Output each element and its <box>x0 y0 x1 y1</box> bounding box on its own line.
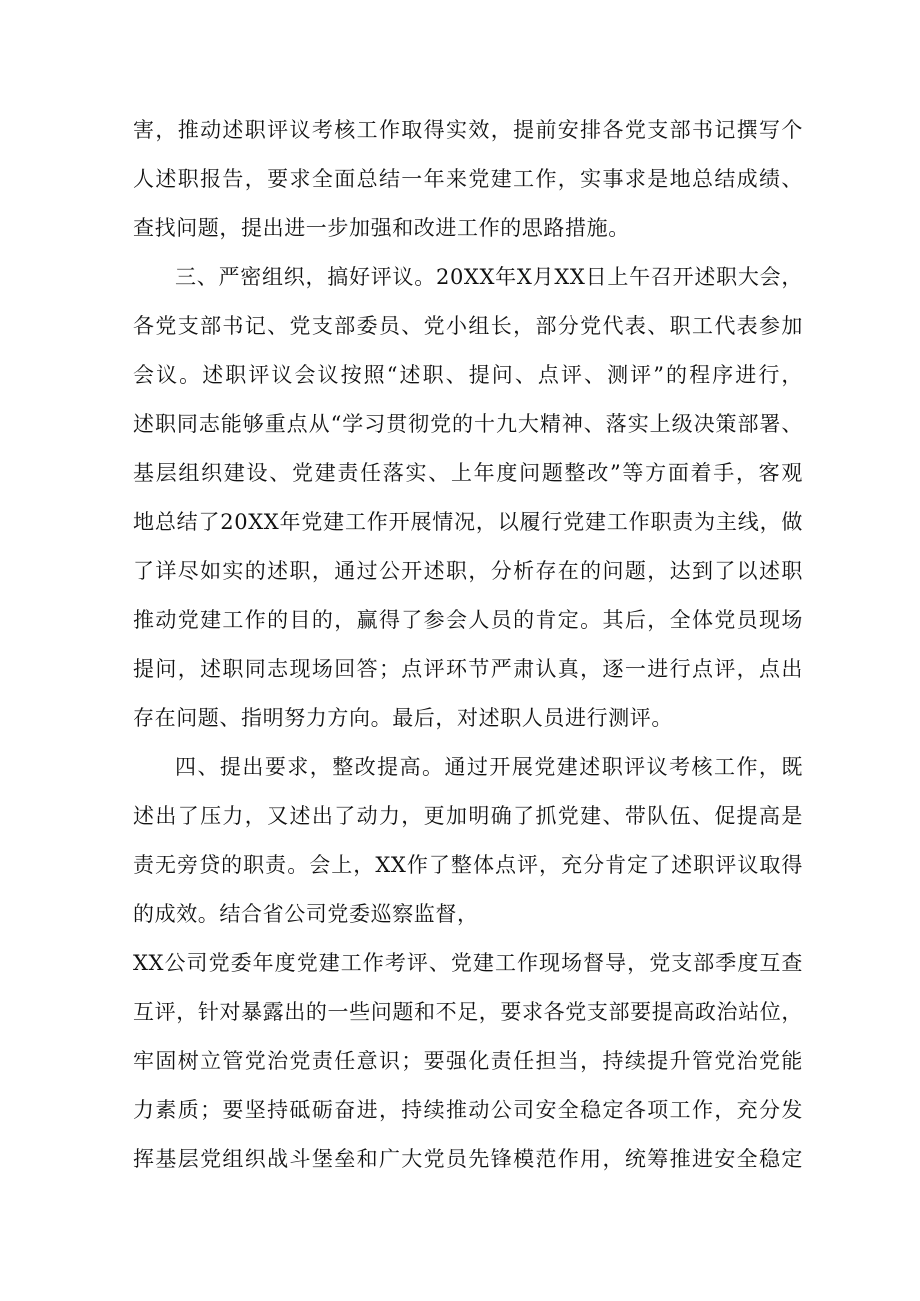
paragraph-line: 三、严密组织，搞好评议。20XX年X月XX日上午召开述职大会， <box>175 265 803 289</box>
paragraph-line: 提问，述职同志现场回答；点评环节严肃认真，逐一进行点评，点出 <box>133 657 803 681</box>
paragraph-line: 存在问题、指明努力方向。最后，对述职人员进行测评。 <box>133 706 673 730</box>
paragraph-line: 责无旁贷的职责。会上，XX作了整体点评，充分肯定了述职评议取得 <box>133 853 803 877</box>
paragraph-line: XX公司党委年度党建工作考评、党建工作现场督导，党支部季度互查 <box>133 951 803 975</box>
paragraph-line: 述职同志能够重点从“学习贯彻党的十九大精神、落实上级决策部署、 <box>133 412 803 436</box>
paragraph-line: 四、提出要求，整改提高。通过开展党建述职评议考核工作，既 <box>175 755 803 779</box>
paragraph-line: 查找问题，提出进一步加强和改进工作的思路措施。 <box>133 216 630 240</box>
paragraph-line: 牢固树立管党治党责任意识；要强化责任担当，持续提升管党治党能 <box>133 1049 803 1073</box>
paragraph-line: 推动党建工作的目的，赢得了参会人员的肯定。其后，全体党员现场 <box>133 608 803 632</box>
paragraph-line: 了详尽如实的述职，通过公开述职，分析存在的问题，达到了以述职 <box>133 559 803 583</box>
paragraph-line: 地总结了20XX年党建工作开展情况，以履行党建工作职责为主线，做 <box>133 510 803 534</box>
paragraph-line: 力素质；要坚持砥砺奋进，持续推动公司安全稳定各项工作，充分发 <box>133 1098 803 1122</box>
paragraph-line: 述出了压力，又述出了动力，更加明确了抓党建、带队伍、促提高是 <box>133 804 803 828</box>
paragraph-line: 基层组织建设、党建责任落实、上年度问题整改”等方面着手，客观 <box>133 461 803 485</box>
paragraph-line: 各党支部书记、党支部委员、党小组长，部分党代表、职工代表参加 <box>133 314 803 338</box>
paragraph-line: 人述职报告，要求全面总结一年来党建工作，实事求是地总结成绩、 <box>133 167 803 191</box>
paragraph-line: 互评，针对暴露出的一些问题和不足，要求各党支部要提高政治站位， <box>133 1000 803 1024</box>
paragraph-line: 害，推动述职评议考核工作取得实效，提前安排各党支部书记撰写个 <box>133 118 803 142</box>
paragraph-line: 会议。述职评议会议按照“述职、提问、点评、测评”的程序进行， <box>133 363 803 387</box>
paragraph-line: 挥基层党组织战斗堡垒和广大党员先锋模范作用，统筹推进安全稳定 <box>133 1147 803 1171</box>
paragraph-line: 的成效。结合省公司党委巡察监督， <box>133 902 479 926</box>
